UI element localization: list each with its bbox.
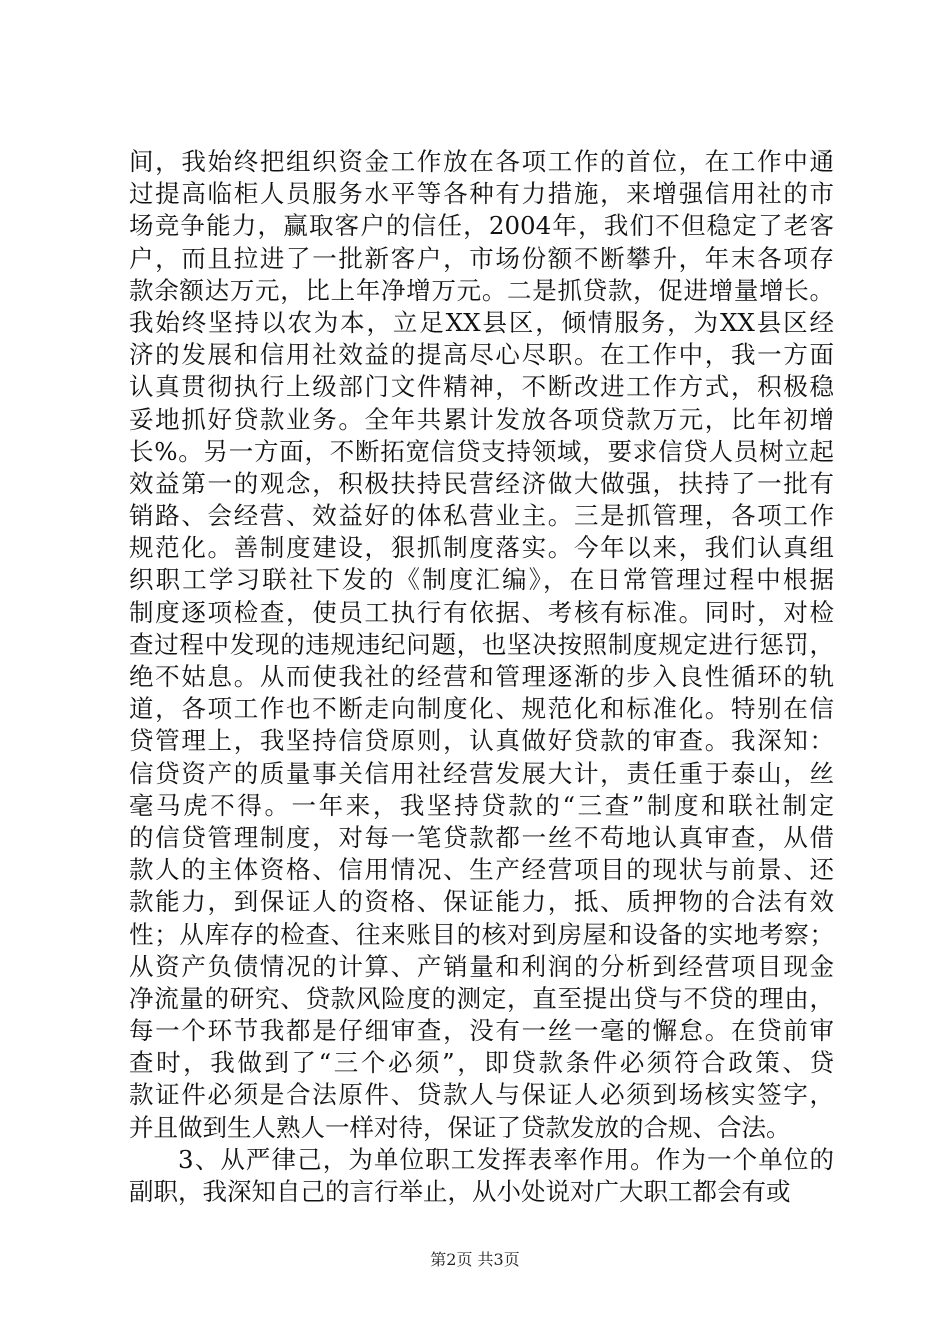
text-line: 性；从库存的检查、往来账目的核对到房屋和设备的实地考察； (129, 919, 834, 949)
text-line: 毫马虎不得。一年来，我坚持贷款的“三查”制度和联社制定 (129, 790, 834, 820)
text-line: 贷管理上，我坚持信贷原则，认真做好贷款的审查。我深知： (129, 726, 834, 756)
text-line: 道，各项工作也不断走向制度化、规范化和标准化。特别在信 (129, 694, 834, 724)
text-line: 认真贯彻执行上级部门文件精神，不断改进工作方式，积极稳 (129, 372, 834, 402)
page-footer (0, 1250, 950, 1270)
text-line: 我始终坚持以农为本，立足XX县区，倾情服务，为XX县区经 (129, 307, 834, 337)
text-line: 的信贷管理制度，对每一笔贷款都一丝不苟地认真审查，从借 (129, 822, 834, 852)
text-line: 副职，我深知自己的言行举止，从小处说对广大职工都会有或 (129, 1177, 791, 1206)
text-line: 净流量的研究、贷款风险度的测定，直至提出贷与不贷的理由， (129, 983, 834, 1013)
text-line: 3、从严律己，为单位职工发挥表率作用。作为一个单位的 (178, 1144, 834, 1174)
text-line: 款余额达万元，比上年净增万元。二是抓贷款，促进增量增长。 (129, 275, 834, 305)
text-line: 妥地抓好贷款业务。全年共累计发放各项贷款万元，比年初增 (129, 404, 834, 434)
text-line: 制度逐项检查，使员工执行有依据、考核有标准。同时，对检 (129, 597, 834, 627)
text-line: 济的发展和信用社效益的提高尽心尽职。在工作中，我一方面 (129, 340, 834, 370)
text-line: 每一个环节我都是仔细审查，没有一丝一毫的懈怠。在贷前审 (129, 1016, 834, 1046)
text-line: 查过程中发现的违规违纪问题，也坚决按照制度规定进行惩罚， (129, 629, 834, 659)
text-line: 长%。另一方面，不断拓宽信贷支持领域，要求信贷人员树立起 (129, 436, 834, 466)
text-line: 间，我始终把组织资金工作放在各项工作的首位，在工作中通 (129, 147, 834, 176)
text-line: 并且做到生人熟人一样对待，保证了贷款发放的合规、合法。 (129, 1112, 791, 1142)
text-line: 场竞争能力，赢取客户的信任，2004年，我们不但稳定了老客 (129, 211, 834, 241)
text-line: 规范化。善制度建设，狠抓制度落实。今年以来，我们认真组 (129, 533, 834, 563)
text-line: 信贷资产的质量事关信用社经营发展大计，责任重于泰山，丝 (129, 758, 834, 788)
text-line: 效益第一的观念，积极扶持民营经济做大做强，扶持了一批有 (129, 468, 834, 498)
document-body (129, 146, 834, 1208)
paragraph-1 (129, 146, 834, 1144)
text-line: 过提高临柜人员服务水平等各种有力措施，来增强信用社的市 (129, 179, 834, 209)
text-line: 户，而且拉进了一批新客户，市场份额不断攀升，年末各项存 (129, 243, 834, 273)
text-line: 织职工学习联社下发的《制度汇编》，在日常管理过程中根据 (129, 565, 834, 595)
paragraph-2 (129, 1144, 834, 1208)
text-line: 款证件必须是合法原件、贷款人与保证人必须到场核实签字， (129, 1080, 834, 1110)
text-line: 查时，我做到了“三个必须”，即贷款条件必须符合政策、贷 (129, 1048, 834, 1078)
text-line: 销路、会经营、效益好的体私营业主。三是抓管理，各项工作 (129, 501, 834, 531)
text-line: 款能力，到保证人的资格、保证能力，抵、质押物的合法有效 (129, 887, 834, 917)
text-line: 款人的主体资格、信用情况、生产经营项目的现状与前景、还 (129, 855, 834, 885)
text-line: 绝不姑息。从而使我社的经营和管理逐渐的步入良性循环的轨 (129, 662, 834, 691)
page-number-label: 第2页 共3页 (430, 1250, 520, 1269)
text-line: 从资产负债情况的计算、产销量和利润的分析到经营项目现金 (129, 951, 834, 981)
